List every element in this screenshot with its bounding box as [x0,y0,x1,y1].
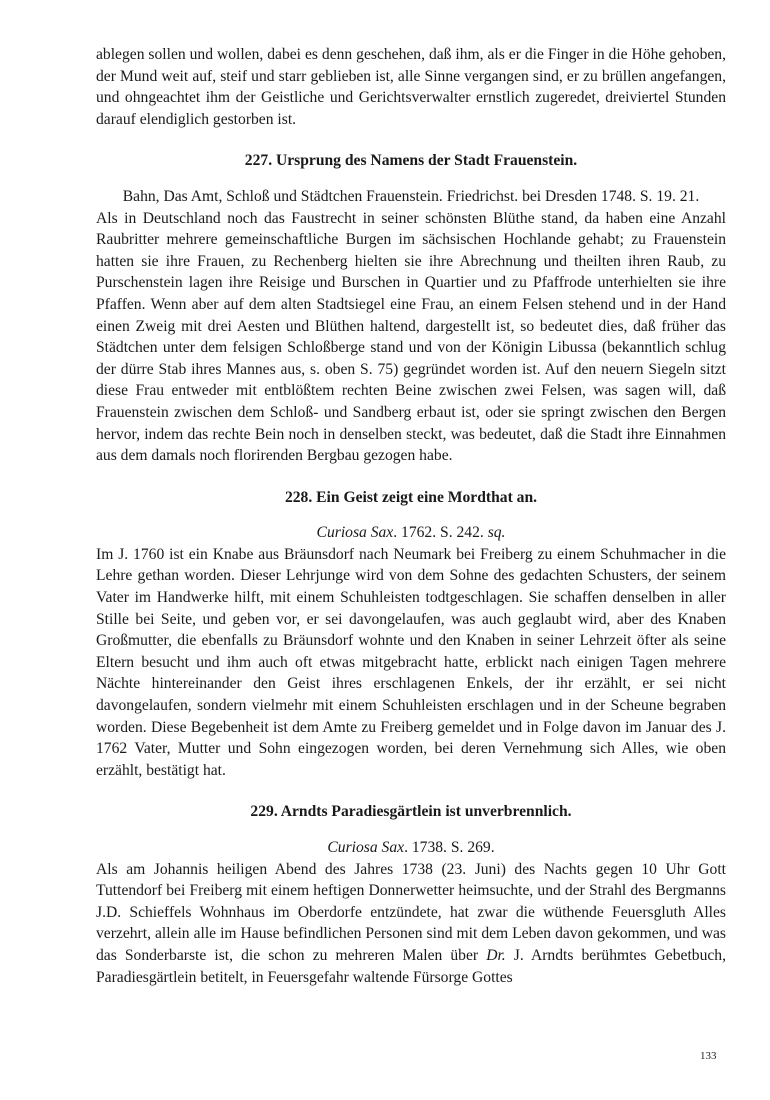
section-228-title: 228. Ein Geist zeigt eine Mordthat an. [284,488,538,506]
page-number: 133 [700,1050,717,1062]
section-227-title: 227. Ursprung des Namens der Stadt Frauenstein. [244,152,578,170]
source-229-ref: . 1738. S. 269. [404,839,495,856]
section-228-source [96,522,726,544]
section-229-body-part1: Als am Johannis heiligen Abend des Jahres 1738 (23. Juni) des Nachts gegen 10 Uhr Gott Tuttendorf bei Freiberg mit einem heftigen Donnerwetter heimsuchte, und der Strahl des Bergmanns J.D. Schieffels Wohnhaus im Oberdorfe entzündete, hat zwar die wüthende Feuersgluth Alles verzehrt, allein alle im Hause befindlichen Personen sind mit dem Leben davon gekommen, und was das Sonderbarste ist, die schon zu mehreren Malen über [96,860,726,964]
source-229-work: Curiosa Sax [327,839,405,856]
section-229-source [96,837,726,859]
source-228-sq: sq. [487,524,506,542]
source-228-ref: . 1762. S. 242. [393,524,488,542]
section-229-body-part2: J. Arndts berühmtes Gebetbuch, Paradiesgärtlein betitelt, in Feuersgefahr waltende Fürsorge Gottes [96,946,726,986]
section-229-body [96,859,726,989]
source-228-work: Curiosa Sax [316,524,394,542]
section-229-title: 229. Arndts Paradiesgärtlein ist unverbrennlich. [250,803,572,821]
document-page [96,44,726,988]
section-229-body-dr: Dr. [486,946,506,964]
section-227-source: Bahn, Das Amt, Schloß und Städtchen Frauenstein. Friedrichst. bei Dresden 1748. S. 19. 21. [122,187,700,205]
section-227-body: Als in Deutschland noch das Faustrecht in seiner schönsten Blüthe stand, da haben eine Anzahl Raubritter mehrere gemeinschaftliche Burgen im sächsischen Hochlande gehabt; zu Frauenstein hatten sie ihre Frauen, zu Rechenberg hielten sie ihre Abrechnung und theilten ihren Raub, zu Purschenstein lagen ihre Reisige und Burschen in Quartier und zu Pfaffrode unterhielten sie ihre Pfaffen. Wenn aber auf dem alten Stadtsiegel eine Frau, an einem Felsen stehend und in der Hand einen Zweig mit drei Aesten und Blüthen haltend, dargestellt ist, so bedeutet dies, daß früher das Städtchen unter dem felsigen Schloßberge stand und von der Königin Libussa (bekanntlich schlug der dürre Stab ihres Mannes aus, s. oben S. 75) gegründet worden ist. Auf den neuern Siegeln sitzt diese Frau entweder mit entblößtem rechten Beine zwischen zwei Felsen, was sagen will, daß Frauenstein zwischen dem Schloß- und Sandberg erbaut ist, oder sie springt zwischen den Bergen hervor, indem das rechte Bein noch in denselben steckt, was bedeutet, daß die Stadt ihre Einnahmen aus dem damals noch florirenden Bergbau gezogen habe. [96,209,726,465]
section-228-body: Im J. 1760 ist ein Knabe aus Bräunsdorf nach Neumark bei Freiberg zu einem Schuhmacher in die Lehre gethan worden. Dieser Lehrjunge wird von dem Sohne des gedachten Schusters, der seinem Vater im Handwerke hilft, mit einem Schuhleisten todtgeschlagen. Sie schaffen denselben in aller Stille bei Seite, und geben vor, er sei davongelaufen, was auch geglaubt wird, aber des Knaben Großmutter, die ebenfalls zu Bräunsdorf wohnte und den Knaben in seiner Lehrzeit öfter als seine Eltern besucht und ihm auch oft etwas mitgebracht hatte, erblickt nach einigen Tagen mehrere Nächte hintereinander den Geist ihres erschlagenen Enkels, der ihr erzählt, er sei nicht davongelaufen, sondern vielmehr mit einem Schuhleisten erschlagen und in der Scheune begraben worden. Diese Begebenheit ist dem Amte zu Freiberg gemeldet und in Folge davon im Januar des J. 1762 Vater, Mutter und Sohn eingezogen worden, bei deren Vernehmung sich Alles, wie oben erzählt, bestätigt hat. [96,545,726,779]
intro-paragraph: ablegen sollen und wollen, dabei es denn geschehen, daß ihm, als er die Finger in die Höhe gehoben, der Mund weit auf, steif und starr geblieben ist, alle Sinne vergangen sind, er zu brüllen angefangen, und ohngeachtet ihm der Geistliche und Gerichtsverwalter ernstlich zugeredet, dreiviertel Stunden darauf elendiglich gestorben ist. [96,46,726,128]
